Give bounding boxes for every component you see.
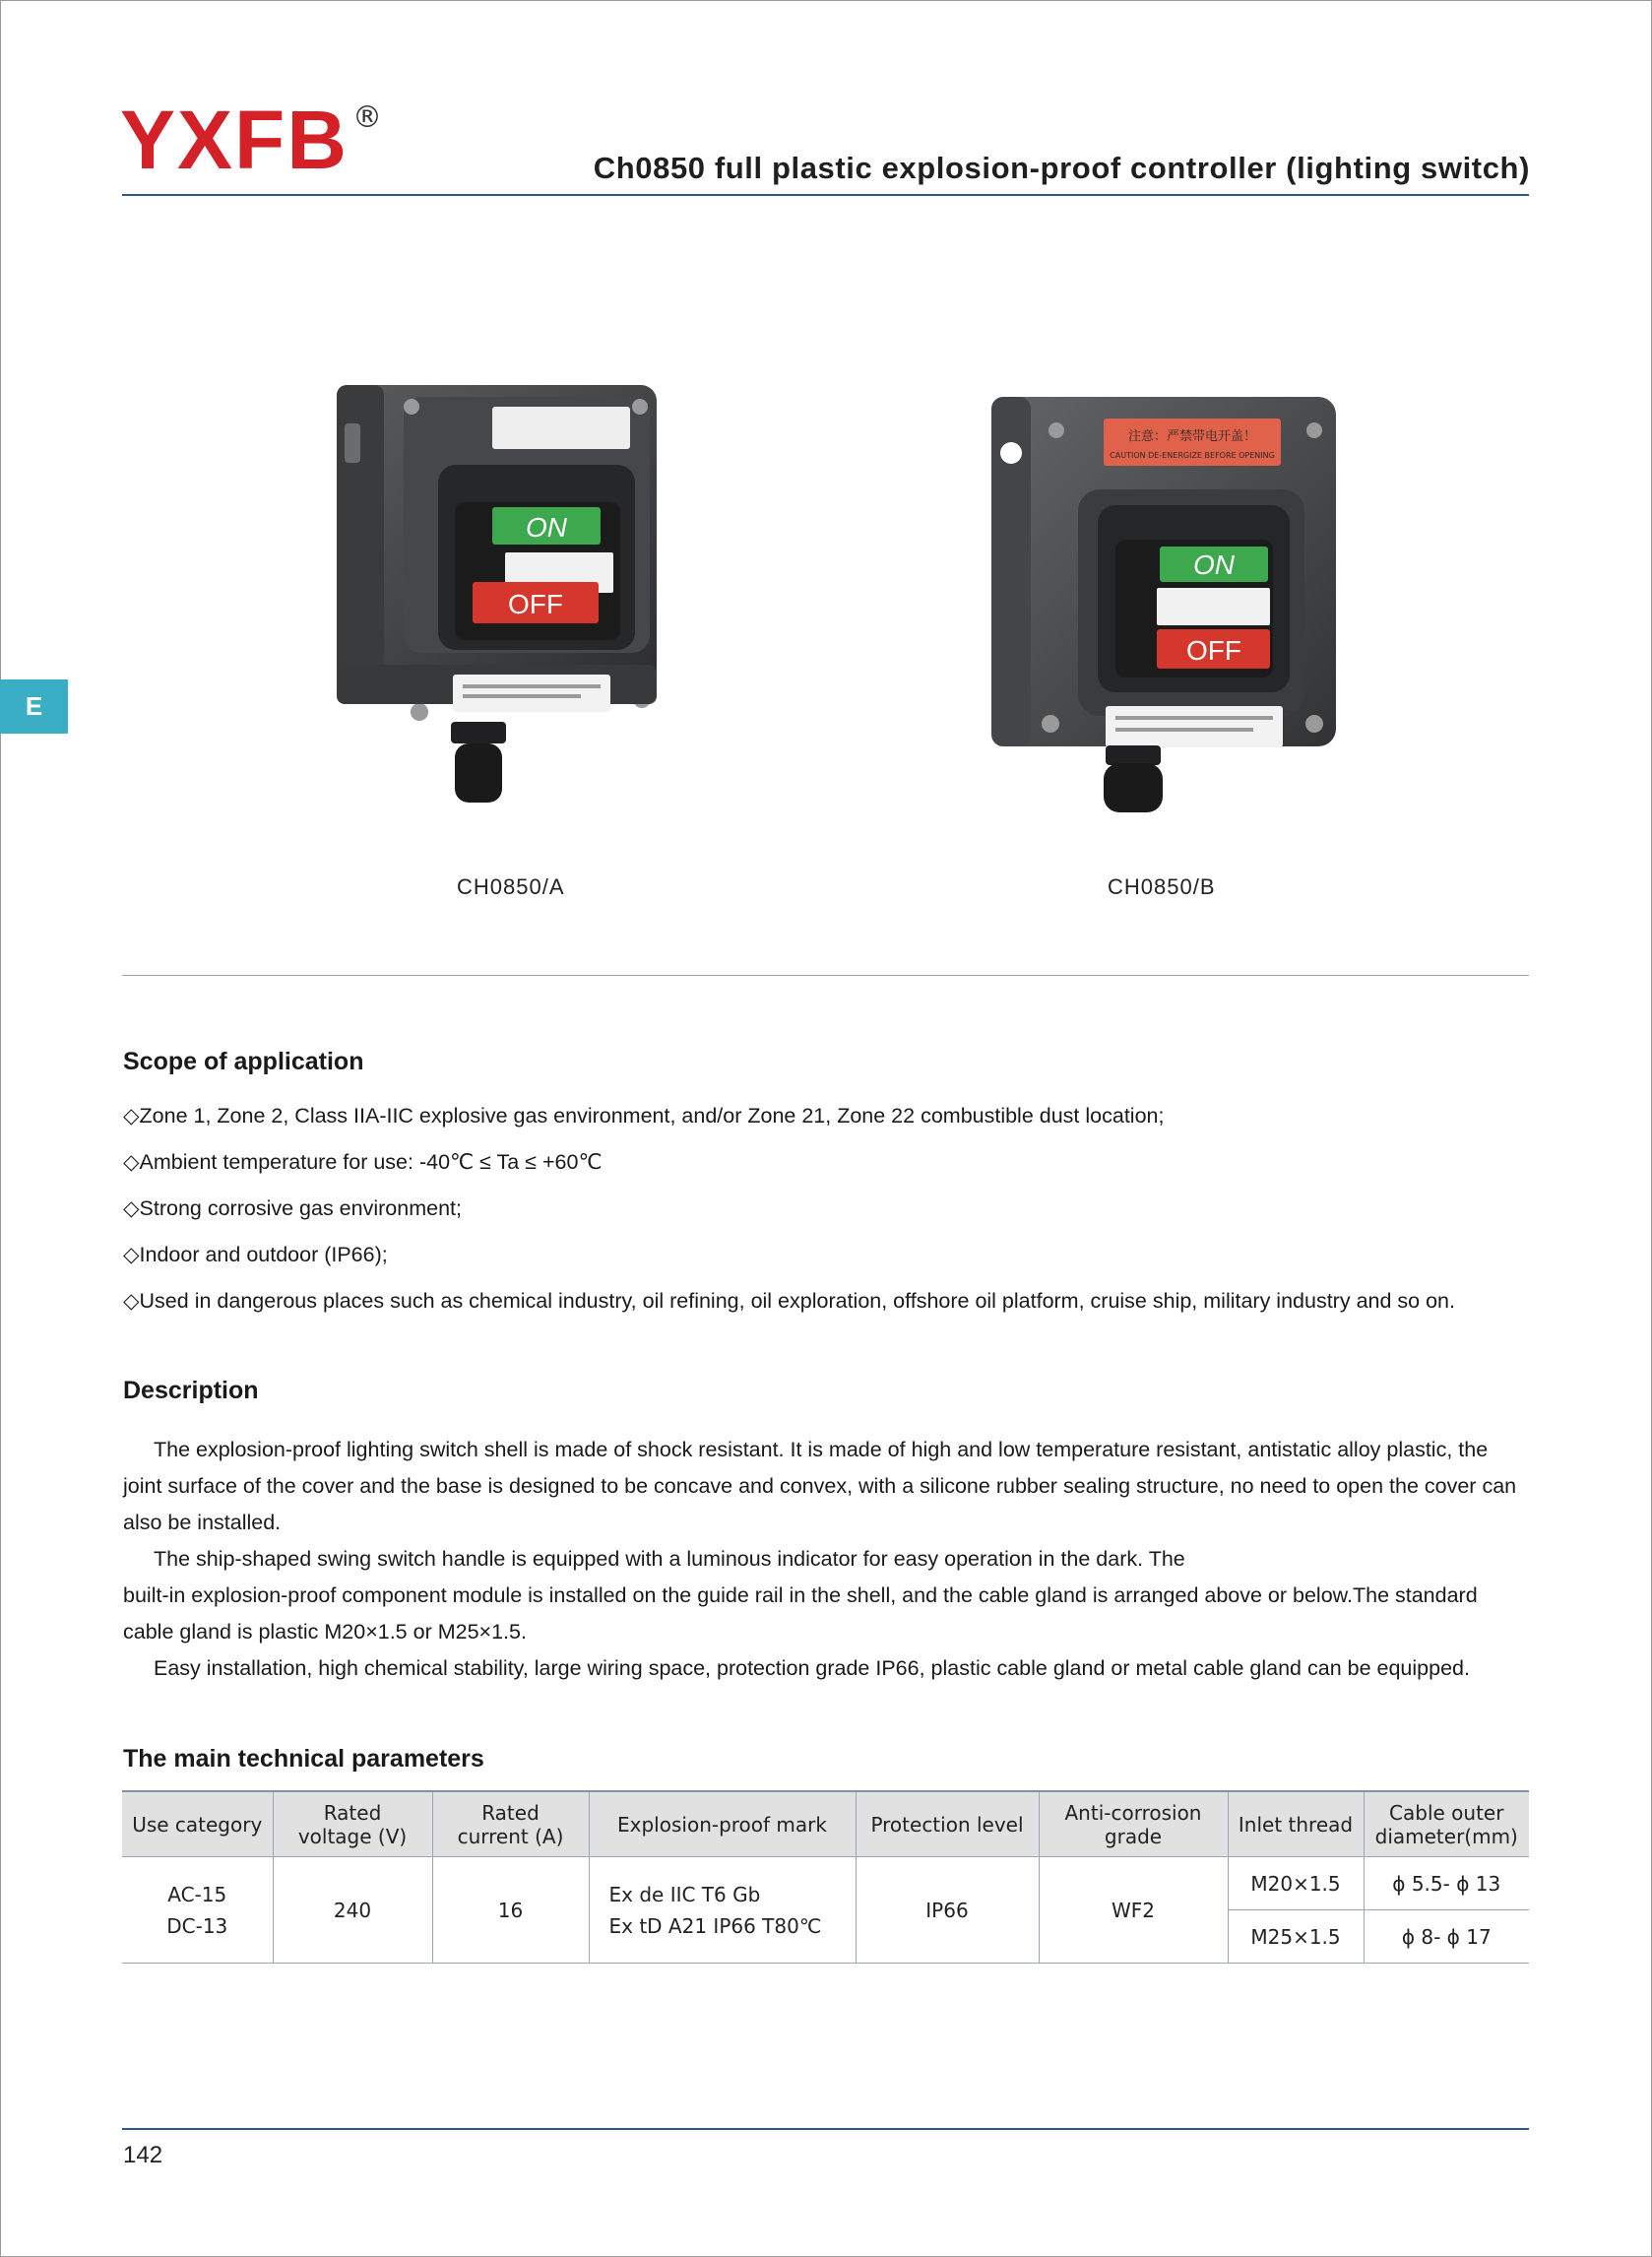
col-header-protection: Protection level bbox=[856, 1791, 1039, 1857]
cell-protection: IP66 bbox=[856, 1857, 1039, 1964]
cell-inlet-thread: M20×1.5 bbox=[1228, 1857, 1364, 1910]
product-caption-b: CH0850/B bbox=[1108, 874, 1216, 899]
params-header-row bbox=[122, 1791, 1529, 1857]
section-tab-e: E bbox=[0, 679, 68, 734]
document-title: Ch0850 full plastic explosion-proof controller (lighting switch) bbox=[593, 151, 1530, 185]
page-number: 142 bbox=[123, 2142, 163, 2168]
scope-item: ◇Indoor and outdoor (IP66); bbox=[123, 1243, 388, 1266]
cell-cable-diameter: ϕ 5.5- ϕ 13 bbox=[1364, 1857, 1529, 1910]
scope-item: ◇Zone 1, Zone 2, Class IIA-IIC explosive gas environment, and/or Zone 21, Zone 22 combustible dust location; bbox=[123, 1104, 1165, 1128]
off-label-b: OFF bbox=[1186, 635, 1241, 666]
scope-heading: Scope of application bbox=[123, 1048, 364, 1075]
description-body bbox=[123, 1432, 1531, 1687]
footer-rule bbox=[122, 2128, 1529, 2130]
col-header-use-category: Use category bbox=[122, 1791, 273, 1857]
col-header-ex-mark: Explosion-proof mark bbox=[589, 1791, 856, 1857]
off-label-a: OFF bbox=[508, 589, 563, 619]
product-image-ch0850-b bbox=[980, 389, 1354, 822]
warning-cn-b: 注意：严禁带电开盖！ bbox=[1127, 429, 1257, 444]
scope-item: ◇Used in dangerous places such as chemical industry, oil refining, oil exploration, offshore oil platform, cruise ship, military industry and so on. bbox=[123, 1289, 1455, 1313]
col-header-inlet-thread: Inlet thread bbox=[1228, 1791, 1364, 1857]
col-header-anti-corrosion: Anti-corrosion grade bbox=[1039, 1791, 1228, 1857]
table-row bbox=[122, 1857, 1529, 1910]
description-paragraph: The ship-shaped swing switch handle is equipped with a luminous indicator for easy operation in the dark. The bbox=[154, 1547, 1185, 1571]
col-header-cable-diameter: Cable outer diameter(mm) bbox=[1364, 1791, 1529, 1857]
scope-item: ◇Strong corrosive gas environment; bbox=[123, 1196, 462, 1220]
col-header-rated-voltage: Rated voltage (V) bbox=[273, 1791, 432, 1857]
description-paragraph: Easy installation, high chemical stability, large wiring space, protection grade IP66, plastic cable gland or metal cable gland can be equipped. bbox=[154, 1656, 1470, 1680]
description-paragraph: built-in explosion-proof component module is installed on the guide rail in the shell, and the cable gland is arranged above or below.The standard cable gland is plastic M20×1.5 or M25×1.5. bbox=[123, 1583, 1478, 1644]
product-image-ch0850-a bbox=[325, 379, 669, 822]
cell-inlet-thread: M25×1.5 bbox=[1228, 1910, 1364, 1964]
col-header-rated-current: Rated current (A) bbox=[432, 1791, 589, 1857]
cell-current: 16 bbox=[432, 1857, 589, 1964]
description-paragraph: The explosion-proof lighting switch shell is made of shock resistant. It is made of high and low temperature resistant, antistatic alloy plastic, the joint surface of the cover and the base is designed to be concave and convex, with a silicone rubber sealing structure, no need to open the cover can also be installed. bbox=[123, 1438, 1517, 1534]
on-label-a: ON bbox=[526, 512, 567, 543]
params-heading: The main technical parameters bbox=[123, 1745, 484, 1773]
section-divider bbox=[122, 975, 1529, 976]
registered-mark: ® bbox=[352, 100, 382, 135]
on-label-b: ON bbox=[1193, 549, 1235, 580]
cell-anti-corrosion: WF2 bbox=[1039, 1857, 1228, 1964]
description-heading: Description bbox=[123, 1377, 259, 1404]
scope-item: ◇Ambient temperature for use: -40℃ ≤ Ta ≤ +60℃ bbox=[123, 1150, 603, 1174]
params-table bbox=[122, 1790, 1529, 1964]
brand-logo: YXFB bbox=[120, 94, 349, 186]
cell-voltage: 240 bbox=[273, 1857, 432, 1964]
cell-ex-mark: Ex de IIC T6 Gb Ex tD A21 IP66 T80℃ bbox=[589, 1857, 856, 1964]
cell-use-category: AC-15 DC-13 bbox=[122, 1857, 273, 1964]
warning-en-b: CAUTION DE-ENERGIZE BEFORE OPENING bbox=[1110, 451, 1275, 460]
product-caption-a: CH0850/A bbox=[457, 874, 565, 899]
cell-cable-diameter: ϕ 8- ϕ 17 bbox=[1364, 1910, 1529, 1964]
header-rule bbox=[122, 194, 1529, 196]
